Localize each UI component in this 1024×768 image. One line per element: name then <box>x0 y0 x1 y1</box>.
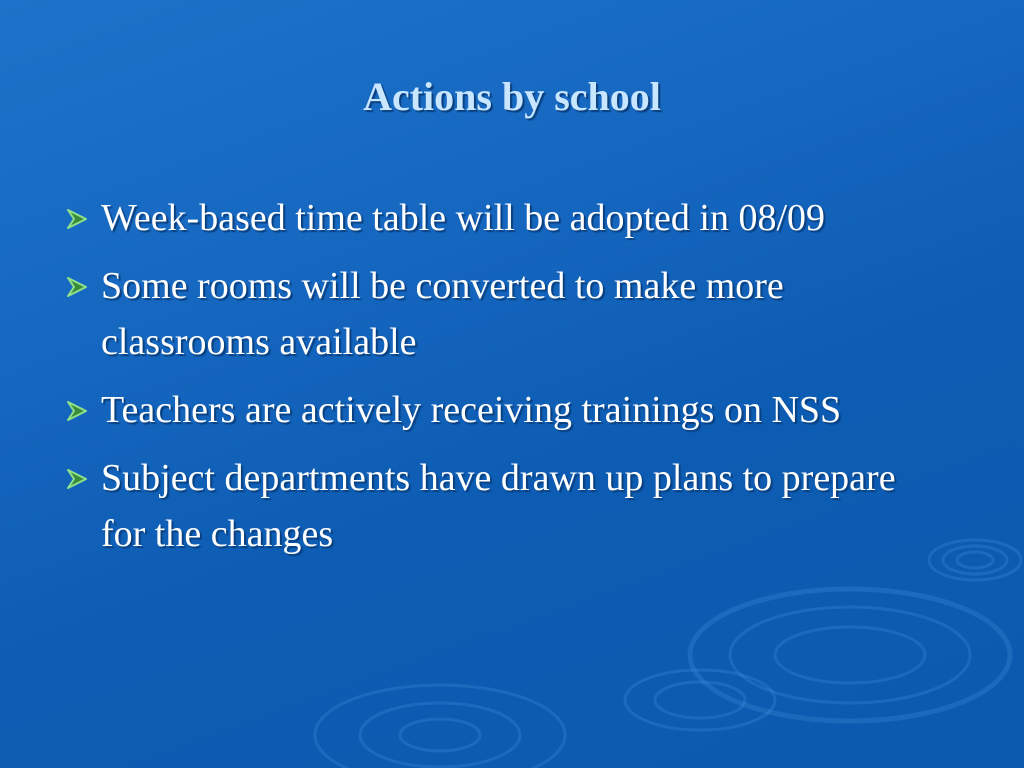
arrow-bullet-icon <box>64 466 90 492</box>
bullet-text: Teachers are actively receiving trainings on NSS <box>101 389 842 431</box>
bullet-text: Some rooms will be converted to make more classrooms available <box>101 265 784 363</box>
arrow-bullet-icon <box>64 398 90 424</box>
bullet-item <box>64 450 944 562</box>
bullet-item <box>64 258 944 370</box>
bullet-text: Subject departments have drawn up plans to prepare for the changes <box>101 457 896 555</box>
arrow-bullet-icon <box>64 274 90 300</box>
bullet-item <box>64 382 944 438</box>
arrow-bullet-icon <box>64 206 90 232</box>
bullet-list <box>64 190 944 574</box>
bullet-text: Week-based time table will be adopted in 08/09 <box>101 197 826 239</box>
slide-title: Actions by school <box>363 74 661 119</box>
bullet-item <box>64 190 944 246</box>
